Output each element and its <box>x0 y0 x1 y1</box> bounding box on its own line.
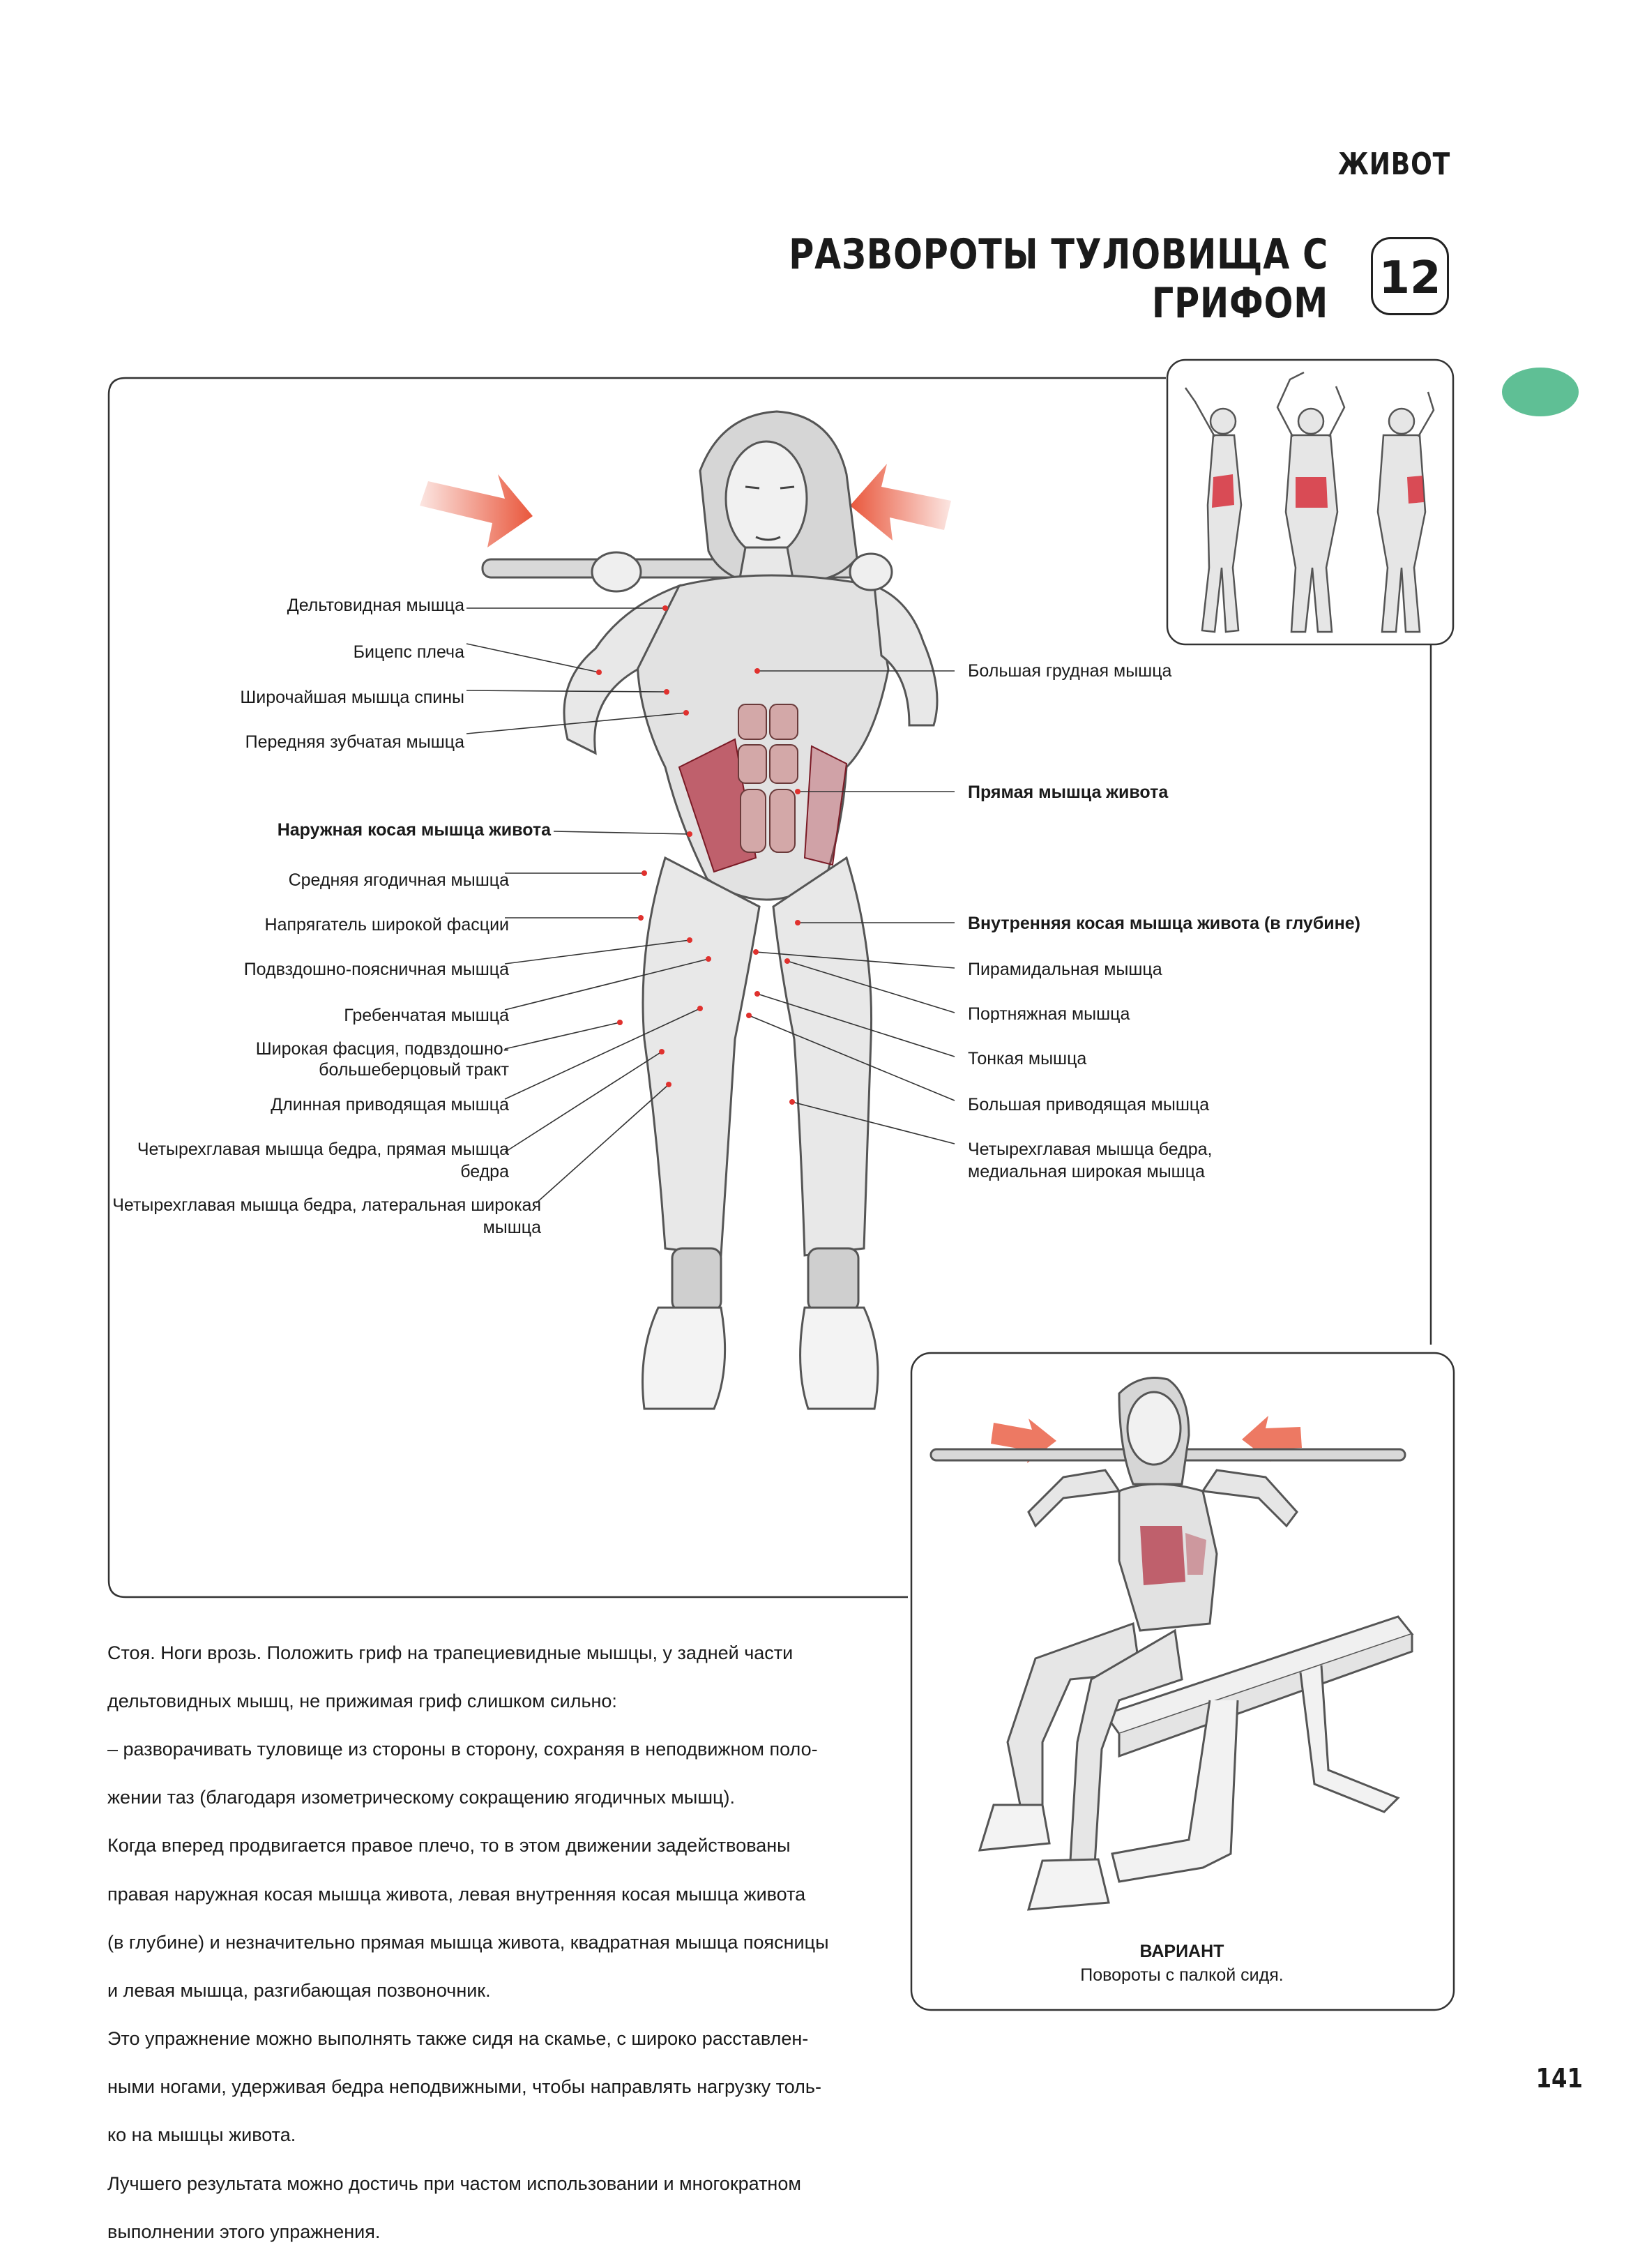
variant-insert <box>910 1352 1455 2011</box>
label-pectineus: Гребенчатая мышца <box>344 1006 509 1025</box>
label-external-oblique: Наружная косая мышца живота <box>277 820 551 840</box>
label-pectoralis-major: Большая грудная мышца <box>968 661 1172 681</box>
description-line: жении таз (благодаря изометрическому сокращению ягодичных мышц). <box>107 1787 735 1808</box>
exercise-description <box>107 1617 888 2268</box>
description-line: Когда вперед продвигается правое плечо, то в этом движении задействованы <box>107 1835 791 1857</box>
variant-caption: Повороты с палкой сидя. <box>1080 1965 1284 1985</box>
label-iliotibial-2: большеберцовый тракт <box>319 1060 509 1080</box>
label-vastus-lateralis-2: мышца <box>483 1218 541 1237</box>
description-line: правая наружная косая мышца живота, левая внутренняя косая мышца живота <box>107 1883 806 1905</box>
exercise-number: 12 <box>1371 237 1449 315</box>
label-vastus-medialis-1: Четырехглавая мышца бедра, <box>968 1140 1213 1159</box>
description-line: выполнении этого упражнения. <box>107 2221 381 2242</box>
label-iliopsoas: Подвздошно-поясничная мышца <box>243 960 509 979</box>
exercise-title: РАЗВОРОТЫ ТУЛОВИЩА С ГРИФОМ <box>789 230 1328 328</box>
page-number: 141 <box>1535 2063 1583 2094</box>
left-push-arrow <box>420 474 533 547</box>
label-gluteus-medius: Средняя ягодичная мышца <box>288 870 509 890</box>
description-line: Стоя. Ноги врозь. Положить гриф на трапециевидные мышцы, у задней части <box>107 1642 794 1663</box>
right-push-arrow <box>850 464 951 540</box>
description-line: Это упражнение можно выполнять также сидя на скамье, с широко расставлен- <box>107 2028 809 2050</box>
label-rectus-femoris-2: бедра <box>460 1162 509 1181</box>
label-vastus-lateralis-1: Четырехглавая мышца бедра, латеральная широкая <box>112 1195 541 1215</box>
section-title: ЖИВОТ <box>1337 146 1450 182</box>
label-adductor-longus: Длинная приводящая мышца <box>271 1095 509 1114</box>
label-adductor-magnus: Большая приводящая мышца <box>968 1095 1210 1114</box>
variant-title: ВАРИАНТ <box>1139 1942 1224 1961</box>
description-line: – разворачивать туловище из стороны в сторону, сохраняя в неподвижном поло- <box>107 1738 818 1760</box>
label-iliotibial-1: Широкая фасция, подвздошно- <box>255 1039 509 1059</box>
section-color-tab <box>1502 368 1579 416</box>
label-latissimus: Широчайшая мышца спины <box>240 688 464 707</box>
description-line: ными ногами, удерживая бедра неподвижными, чтобы направлять нагрузку толь- <box>107 2076 821 2098</box>
label-internal-oblique: Внутренняя косая мышца живота (в глубине) <box>968 914 1360 933</box>
label-deltoid: Дельтовидная мышца <box>287 596 464 615</box>
label-biceps: Бицепс плеча <box>353 642 464 662</box>
description-line: и левая мышца, разгибающая позвоночник. <box>107 1979 491 2001</box>
label-rectus-abdominis: Прямая мышца живота <box>968 783 1169 802</box>
label-rectus-femoris-1: Четырехглавая мышца бедра, прямая мышца <box>137 1140 509 1159</box>
label-pyramidalis: Пирамидальная мышца <box>968 960 1162 979</box>
label-serratus: Передняя зубчатая мышца <box>245 732 464 752</box>
description-line: дельтовидных мышц, не прижимая гриф слишком сильно: <box>107 1690 617 1711</box>
label-tensor-fasciae: Напрягатель широкой фасции <box>264 915 509 935</box>
description-line: (в глубине) и незначительно прямая мышца живота, квадратная мышца поясницы <box>107 1931 829 1953</box>
description-line: Лучшего результата можно достичь при частом использовании и многократном <box>107 2172 801 2194</box>
label-gracilis: Тонкая мышца <box>968 1049 1087 1068</box>
muscle-map-insert <box>1166 358 1455 646</box>
description-line: ко на мышцы живота. <box>107 2124 296 2146</box>
label-vastus-medialis-2: медиальная широкая мышца <box>968 1162 1205 1181</box>
label-sartorius: Портняжная мышца <box>968 1004 1130 1024</box>
